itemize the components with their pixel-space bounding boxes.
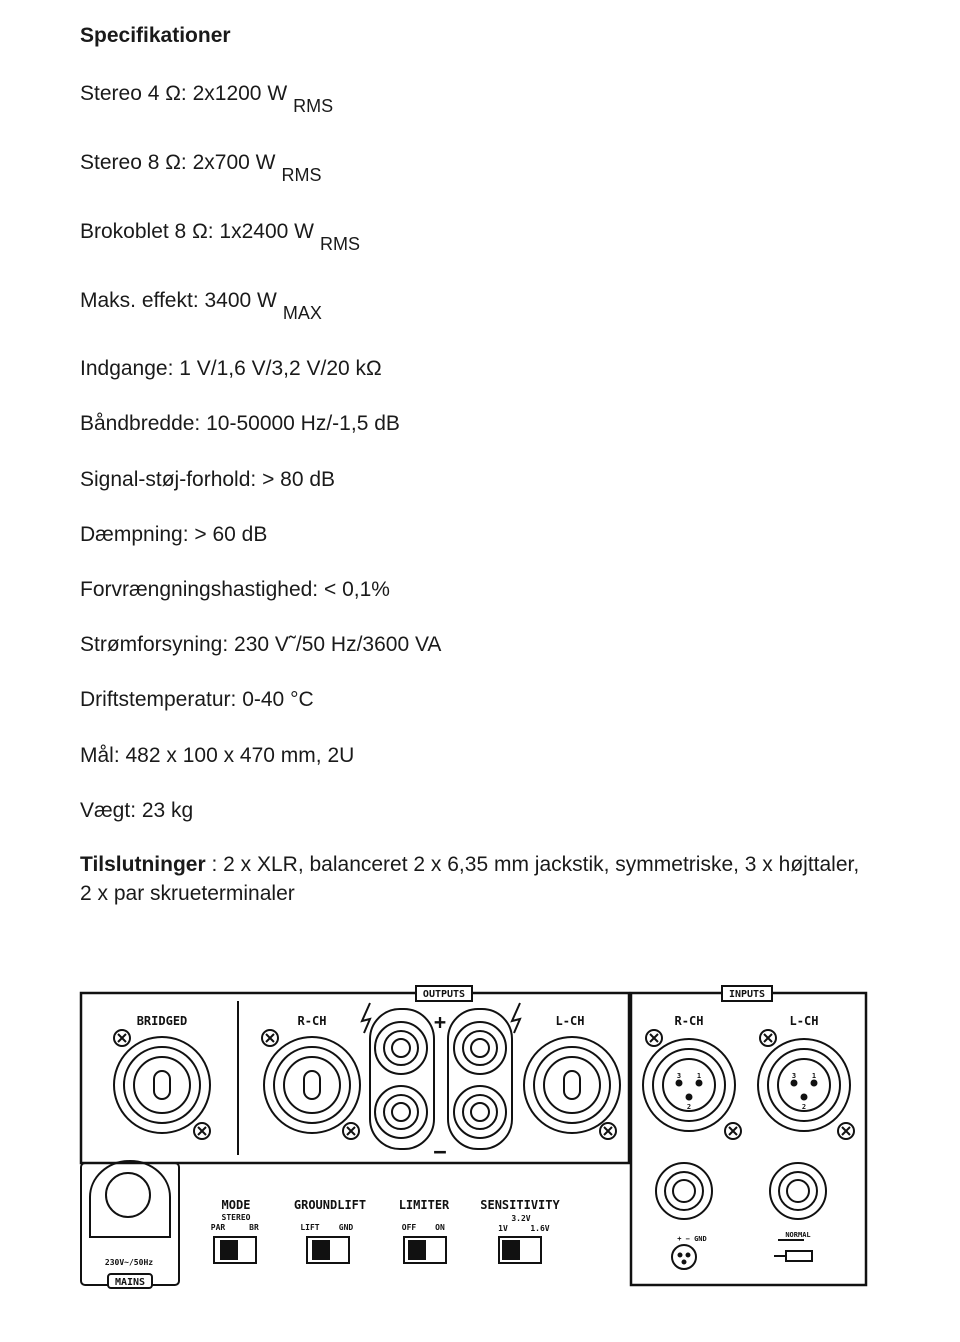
screw-icon — [194, 1123, 210, 1139]
xlr-plug-icon — [672, 1245, 696, 1269]
spec-snr: Signal-støj-forhold: > 80 dB — [80, 468, 336, 491]
page-title: Specifikationer — [80, 24, 231, 47]
outputs-label: OUTPUTS — [422, 989, 466, 1000]
limiter-title: LIMITER — [398, 1198, 450, 1212]
screw-icon — [760, 1030, 776, 1046]
spec-bridged — [80, 218, 360, 254]
xlr-pin-label: 1 — [811, 1072, 817, 1080]
sensitivity-right-option: 1.6V — [530, 1224, 550, 1233]
spec-max-power — [80, 287, 322, 323]
spec-bandwidth: Båndbredde: 10-50000 Hz/-1,5 dB — [80, 412, 400, 435]
spec-operating-temp: Driftstemperatur: 0-40 °C — [80, 688, 314, 711]
groundlift-right-option: GND — [338, 1223, 354, 1232]
sensitivity-title: SENSITIVITY — [480, 1198, 560, 1212]
limiter-right-option: ON — [435, 1223, 445, 1232]
connections-paragraph — [80, 850, 870, 908]
mode-right-option: BR — [249, 1223, 259, 1232]
spec-weight: Vægt: 23 kg — [80, 799, 194, 822]
spec-damping: Dæmpning: > 60 dB — [80, 523, 268, 546]
connections-text: : 2 x XLR, balanceret 2 x 6,35 mm jackstik, symmetriske, 3 x højttaler, 2 x par skrueterminaler — [80, 853, 860, 905]
spec-inputs: Indgange: 1 V/1,6 V/3,2 V/20 kΩ — [80, 357, 382, 380]
binding-post-left-pair — [370, 1009, 434, 1149]
spec-distortion: Forvrængningshastighed: < 0,1% — [80, 578, 390, 601]
plus-label: + — [433, 1010, 447, 1034]
bridged-speakon-connector — [114, 1037, 210, 1133]
xlr-pin-label: 2 — [801, 1103, 807, 1111]
spec-subscript: RMS — [281, 165, 322, 185]
input-lch-label: L-CH — [789, 1014, 819, 1028]
connections-label: Tilslutninger — [80, 853, 206, 876]
input-rch-label: R-CH — [674, 1014, 704, 1028]
binding-post-right-pair — [448, 1009, 512, 1149]
screw-icon — [646, 1030, 662, 1046]
screw-icon — [343, 1123, 359, 1139]
input-rch-jack-connector — [656, 1163, 712, 1219]
sensitivity-left-option: 1V — [498, 1224, 508, 1233]
sensitivity-switch[interactable] — [499, 1237, 541, 1263]
spec-text: Stereo 8 Ω: 2x700 W — [80, 151, 276, 174]
screw-icon — [600, 1123, 616, 1139]
inputs-label: INPUTS — [728, 989, 766, 1000]
spec-dimensions: Mål: 482 x 100 x 470 mm, 2U — [80, 744, 355, 767]
mains-rating: 230V~/50Hz — [104, 1258, 154, 1267]
xlr-pin-label: 2 — [686, 1103, 692, 1111]
xlr-pin-label: 3 — [676, 1072, 682, 1080]
output-rch-speakon-connector — [264, 1037, 360, 1133]
spec-subscript: MAX — [282, 303, 322, 323]
output-rch-label: R-CH — [297, 1014, 327, 1028]
input-lch-xlr-connector — [758, 1039, 850, 1131]
limiter-left-option: OFF — [401, 1223, 417, 1232]
groundlift-switch[interactable] — [307, 1237, 349, 1263]
output-lch-speakon-connector — [524, 1037, 620, 1133]
screw-icon — [725, 1123, 741, 1139]
screw-icon — [114, 1030, 130, 1046]
mode-top-option: STEREO — [221, 1213, 251, 1222]
spec-text: Maks. effekt: 3400 W — [80, 289, 277, 312]
mode-title: MODE — [221, 1198, 251, 1212]
mode-left-option: PAR — [210, 1223, 226, 1232]
spec-text: Brokoblet 8 Ω: 1x2400 W — [80, 220, 314, 243]
spec-subscript: RMS — [293, 96, 334, 116]
rear-panel-diagram — [78, 985, 872, 1297]
bridged-label: BRIDGED — [136, 1014, 188, 1028]
spec-power-supply: Strømforsyning: 230 V˜/50 Hz/3600 VA — [80, 633, 442, 656]
lightning-icon — [512, 1003, 520, 1033]
mode-switch[interactable] — [214, 1237, 256, 1263]
input-lch-jack-connector — [770, 1163, 826, 1219]
lightning-icon — [362, 1003, 370, 1033]
spec-text: Stereo 4 Ω: 2x1200 W — [80, 82, 288, 105]
screw-icon — [262, 1030, 278, 1046]
jack-legend-right: NORMAL — [785, 1231, 811, 1239]
screw-icon — [838, 1123, 854, 1139]
xlr-pin-label: 1 — [696, 1072, 702, 1080]
mains-power-connector — [90, 1161, 170, 1237]
spec-stereo-8ohm — [80, 149, 322, 185]
minus-label: − — [433, 1140, 447, 1165]
spec-subscript: RMS — [319, 234, 360, 254]
spec-stereo-4ohm — [80, 80, 334, 116]
inputs-frame — [631, 993, 866, 1285]
input-rch-xlr-connector — [643, 1039, 735, 1131]
groundlift-left-option: LIFT — [300, 1223, 320, 1232]
jack-legend-left: + − GND — [677, 1235, 707, 1243]
mains-label: MAINS — [114, 1277, 146, 1288]
output-lch-label: L-CH — [555, 1014, 585, 1028]
groundlift-title: GROUNDLIFT — [293, 1198, 367, 1212]
sensitivity-top-option: 3.2V — [511, 1214, 531, 1223]
jack-plug-icon — [774, 1240, 812, 1261]
limiter-switch[interactable] — [404, 1237, 446, 1263]
xlr-pin-label: 3 — [791, 1072, 797, 1080]
